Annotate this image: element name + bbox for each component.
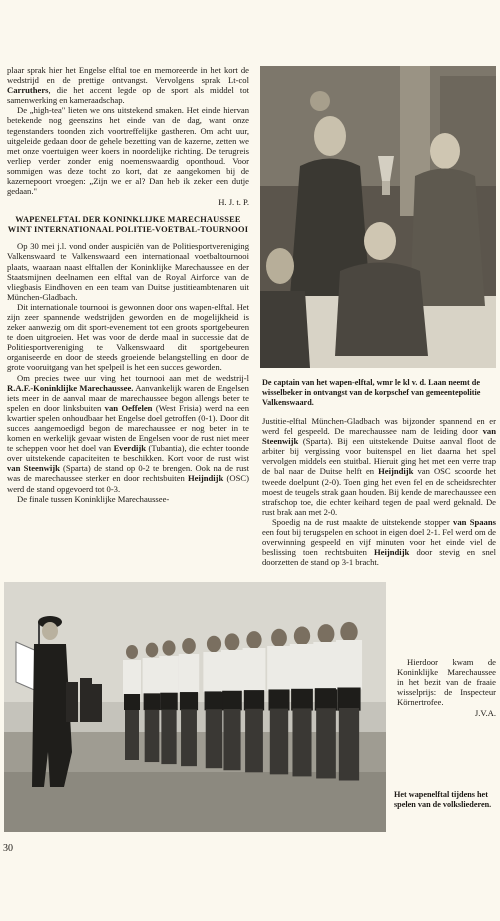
player-figure bbox=[159, 640, 179, 764]
trophy-handover-photo bbox=[260, 66, 496, 368]
author-signature: H. J. t. P. bbox=[218, 197, 249, 208]
player-figure bbox=[336, 622, 362, 781]
article-right-column bbox=[262, 416, 496, 567]
photo1-caption: De captain van het wapen-elftal, wmr le kl v. d. Laan neemt de wisselbeker in ontvangst van de korpschef van gemeentepolitie Valkenswaard. bbox=[262, 378, 481, 407]
player-figure bbox=[290, 626, 314, 776]
paragraph-9: Hierdoor kwam de Koninklijke Marechaussee in het bezit van de fraaie wisselprijs: de Inspecteur Körnertrofee. bbox=[397, 657, 496, 708]
paragraph-5: Om precies twee uur ving het tournooi aan met de wedstrij-l R.A.F.-Koninklijke Marechaussee. Aanvankelijk waren de Engelsen iets meer in de aanval maar de marechaussee begon allengs beter te spelen en door linksbuiten van Oeffelen (West Frisia) werd na een kwartier spelen onhoudbaar het Engelse doel getroffen (0-1). Door dit succes aangemoedigd begon de marechaussee er nog beter in te komen en werkelijk gevaar wisten de Engelsen voor de rust niet meer te scheppen voor het doel van Everdijk (Tubantia), die echter toonde over uitstekende capaciteiten te beschikken. Kort voor de rust wist van Steenwijk (Sparta) de stand op 0-2 te brengen. Ook na de rust was de marechaussee sterker en door rechtsbuiten Heijndijk (OSC) werd de stand opgevoerd tot 0-3. bbox=[7, 372, 249, 494]
player-figure bbox=[143, 643, 162, 762]
paragraph-6: De finale tussen Koninklijke Marechaussee- bbox=[17, 493, 170, 504]
player-figure bbox=[313, 624, 338, 778]
player-figure bbox=[179, 638, 199, 766]
paragraph-7: Justitie-elftal München-Gladbach was bijzonder spannend en er werd fel gespeeld. De marechaussee nam de leiding door van Steenwijk (Sparta). Bij een uitstekende Duitse aanval floot de arbiter bij vergissing voor buitenspel en liet daarna het spel vervolgen middels een stuitbal. Hieruit ging het met een verre trap de bal naar de Duitse helft en Heijndijk van OSC scoorde het tweede doelpunt (2-0). Toen ging het even fel en de scheidsrechter moest de teugels strak gaan houden. Bij kende de marechaussee een strafschop toe, die echter keihard tegen de paal werd geknald. De rust brak aan met 2-0. bbox=[262, 416, 496, 517]
closing-signature: J.V.A. bbox=[474, 708, 496, 719]
paragraph-1: plaar sprak hier het Engelse elftal toe en memoreerde in het kort de wedstrijd en de prettige ontvangst. Vervolgens sprak Lt-col Carruthers, die het accent legde op de sport als middel tot samenwerking en kameraadschap. bbox=[7, 65, 249, 106]
paragraph-2: De „high-tea" lieten we ons uitstekend smaken. Het einde hiervan betekende nog geenszins het einde van de dag, want onze tegenstanders toonden zich voortreffelijke gastheren. Om acht uur, uitgeleide gedaan door de gehele bezetting van de kazerne, zetten we met onze voertuigen weer koers in noordelijke richting. De terugreis verliep verder zonder enig noemenswaardig oponthoud. Voor sommigen was deze tocht zo kort, dat ze aangekomen bij de kazernepoort vroegen: „Zijn we er al? Dan heb ik zeker een dutje gedaan." bbox=[7, 105, 249, 197]
player-figure bbox=[267, 629, 291, 775]
page-number: 30 bbox=[3, 843, 13, 854]
player-figure bbox=[221, 633, 243, 770]
player-figure bbox=[243, 631, 266, 772]
team-lineup-photo bbox=[4, 582, 386, 832]
player-figure bbox=[123, 645, 141, 760]
article-left-column bbox=[7, 65, 249, 504]
closing-paragraph bbox=[397, 657, 496, 719]
article-heading: WAPENELFTAL DER KONINKLIJKE MARECHAUSSEE WINT INTERNATIONAAL POLITIE-VOETBAL-TOURNOOI bbox=[7, 215, 249, 235]
paragraph-4: Dit internationale tournooi is gewonnen door ons wapen-elftal. Het zijn zeer spannende wedstrijden geworden en de mogelijkheid is zeker aanwezig om dit sport-evenement tot een groots sportgebeuren te doen uitgroeien. Het was voor de derde maal in successie dat de Politiesportvereniging te Valkenswaard dit sportgebeuren organiseerde en door de steeds groeiende belangstelling en door de grote vooruitgang van het spelpeil is het een succes geworden. bbox=[7, 301, 249, 373]
paragraph-8: Spoedig na de rust maakte de uitstekende stopper van Spaans een fout bij terugspelen en schoot in eigen doel 2-1. Fel werd om de overwinning gespeeld en vijf minuten voor het einde viel de beslissing toen rechtsbuiten Heijndijk door stevig en snel doorzetten de stand op 3-1 bracht. bbox=[262, 516, 496, 568]
photo2-caption: Het wapenelftal tijdens het spelen van de volksliederen. bbox=[394, 790, 492, 809]
paragraph-3: Op 30 mei j.l. vond onder auspiciën van de Politiesportvereniging Valkenswaard te Valkenswaard een internationaal voetbaltournooi plaats, waaraan naast elftallen der Koninklijke Marechaussee en der Staatsmijnen deelnamen een elftal van de Royal Airforce van de vliegbasis Eindhoven en een team van Duitse justitieambtenaren uit München-Gladbach. bbox=[7, 241, 249, 302]
